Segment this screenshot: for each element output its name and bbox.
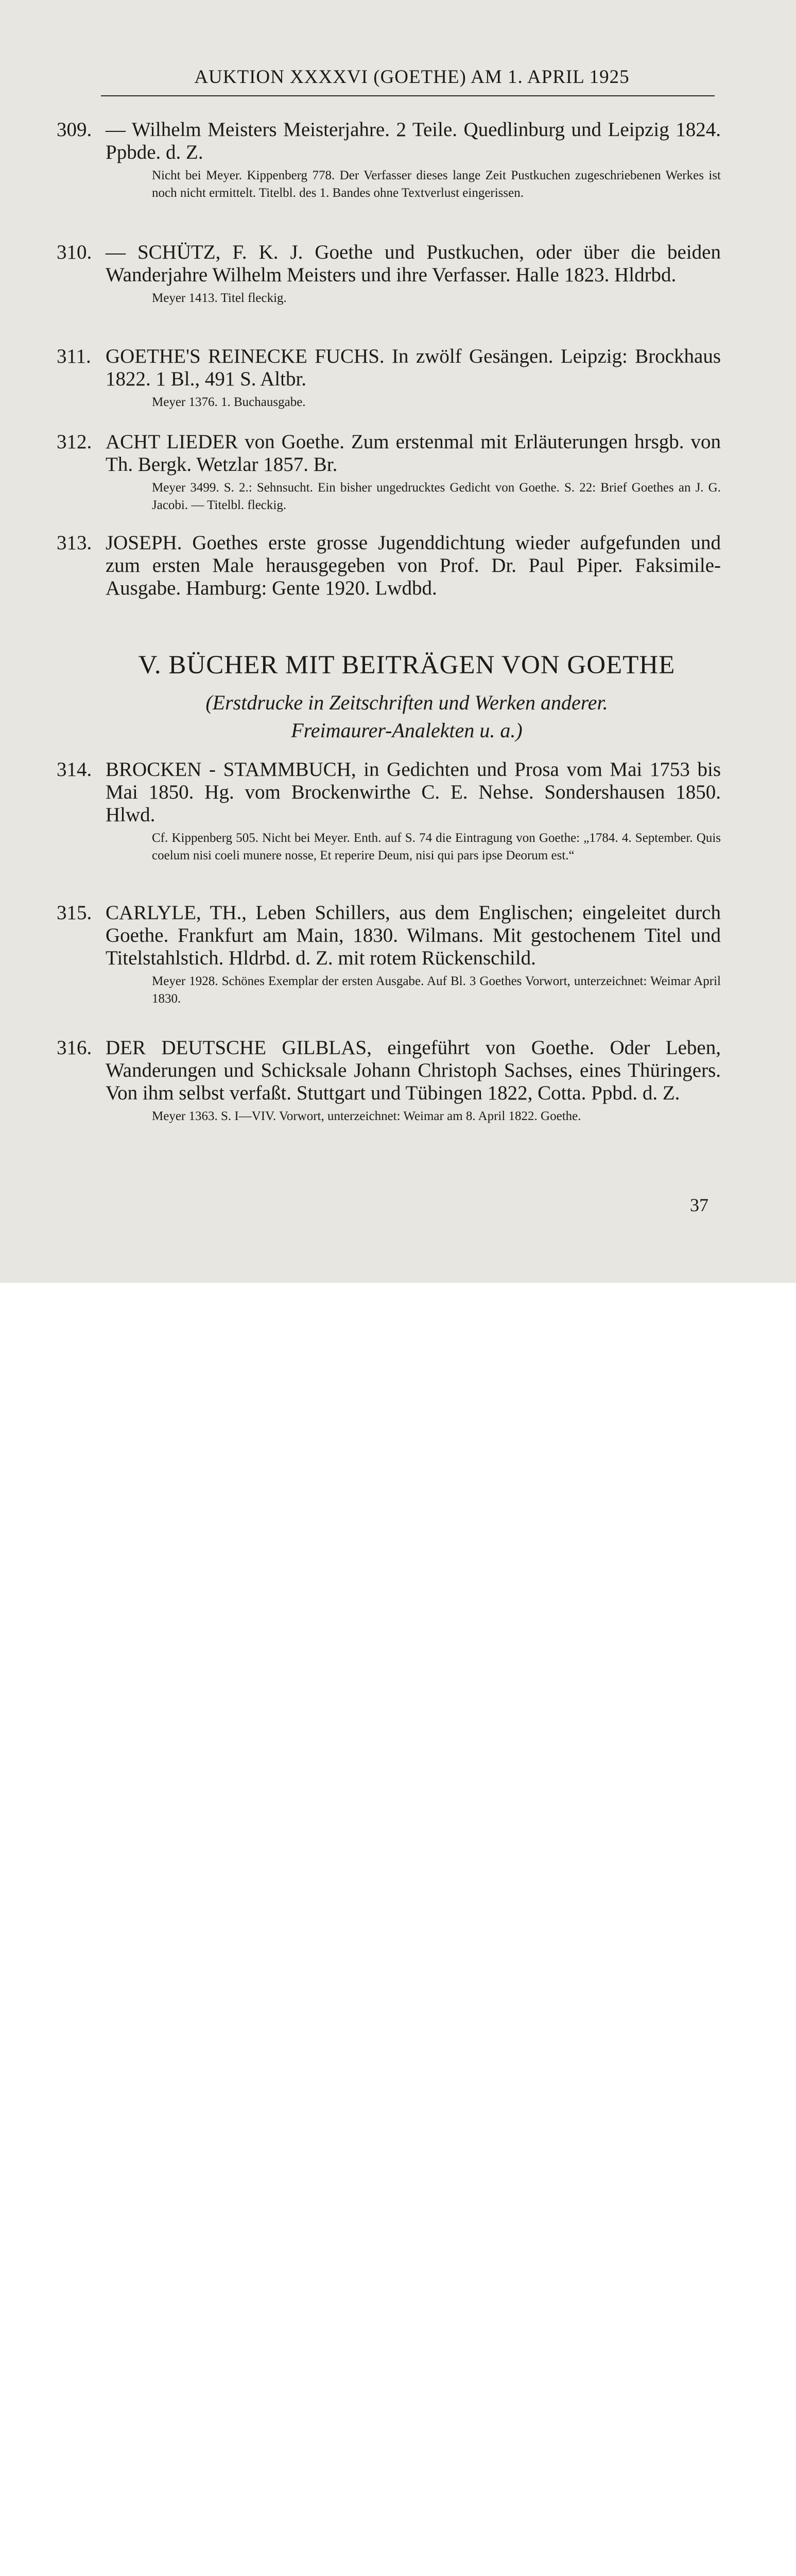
entry-number: 315.: [57, 902, 92, 924]
catalog-entry-310: [57, 241, 721, 307]
entry-note: Meyer 3499. S. 2.: Sehnsucht. Ein bisher ungedrucktes Gedicht von Goethe. S. 22: Brief Goethes an J. G. Jacobi. — Titelbl. fleckig.: [152, 481, 721, 512]
entry-number: 311.: [57, 345, 91, 367]
catalog-entry-316: [57, 1037, 721, 1125]
entry-text: DER DEUTSCHE GILBLAS, eingeführt von Goethe. Oder Leben, Wanderungen und Schicksale Johann Christoph Sachses, eines Thüringers. Von ihm selbst verfaßt. Stuttgart und Tübingen 1822, Cotta. Ppbd. d. Z.: [106, 1037, 721, 1104]
entry-note: Meyer 1363. S. I—VIV. Vorwort, unterzeichnet: Weimar am 8. April 1822. Goethe.: [152, 1109, 581, 1123]
catalog-entry-312: [57, 431, 721, 514]
entry-number: 314.: [57, 758, 92, 781]
entry-note: Meyer 1413. Titel fleckig.: [152, 291, 287, 305]
section-title: V. BÜCHER MIT BEITRÄGEN VON GOETHE: [138, 651, 676, 680]
catalog-entry-314: [57, 758, 721, 865]
header-rule: [101, 95, 715, 96]
entry-text: — SCHÜTZ, F. K. J. Goethe und Pustkuchen, oder über die beiden Wanderjahre Wilhelm Meisters und ihre Verfasser. Halle 1823. Hldrbd.: [106, 241, 721, 286]
entry-number: 313.: [57, 532, 92, 554]
entry-note: Cf. Kippenberg 505. Nicht bei Meyer. Enth. auf S. 74 die Eintragung von Goethe: „1784. 4. September. Quis coelum nisi coeli munere nosse, Et reperire Deum, nisi qui pars ipse Deorum est.“: [152, 831, 721, 862]
entry-number: 310.: [57, 241, 92, 263]
viewer-footer: [0, 1283, 796, 1362]
entry-text: ACHT LIEDER von Goethe. Zum erstenmal mit Erläuterungen hrsgb. von Th. Bergk. Wetzlar 1857. Br.: [106, 431, 721, 476]
catalog-entry-313: [57, 532, 721, 600]
page-header: AUKTION XXXXVI (GOETHE) AM 1. APRIL 1925: [194, 66, 630, 88]
entry-text: BROCKEN - STAMMBUCH, in Gedichten und Prosa vom Mai 1753 bis Mai 1850. Hg. vom Brockenwirthe C. E. Nehse. Sondershausen 1850. Hlwd.: [106, 758, 721, 826]
entry-number: 309.: [57, 118, 92, 141]
entry-number: 312.: [57, 431, 92, 453]
entry-number: 316.: [57, 1037, 92, 1059]
entry-note: Nicht bei Meyer. Kippenberg 778. Der Verfasser dieses lange Zeit Pustkuchen zugeschriebenen Werkes ist noch nicht ermittelt. Titelbl. des 1. Bandes ohne Textverlust eingerissen.: [152, 168, 721, 200]
catalog-entry-309: [57, 118, 721, 202]
entry-text: CARLYLE, TH., Leben Schillers, aus dem Englischen; eingeleitet durch Goethe. Frankfurt am Main, 1830. Wilmans. Mit gestochenem Titel und Titelstahlstich. Hldrbd. d. Z. mit rotem Rückenschild.: [106, 902, 721, 969]
section-subtitle-line1: (Erstdrucke in Zeitschriften und Werken anderer.: [205, 691, 608, 714]
scanned-page: [0, 0, 796, 1283]
catalog-entry-311: [57, 345, 721, 411]
catalog-entry-315: [57, 902, 721, 1008]
entry-text: JOSEPH. Goethes erste grosse Jugenddichtung wieder aufgefunden und zum ersten Male herausgegeben von Prof. Dr. Paul Piper. Faksimile-Ausgabe. Hamburg: Gente 1920. Lwdbd.: [106, 532, 721, 599]
page-number: 37: [690, 1195, 708, 1215]
entry-note: Meyer 1376. 1. Buchausgabe.: [152, 395, 306, 409]
entry-note: Meyer 1928. Schönes Exemplar der ersten Ausgabe. Auf Bl. 3 Goethes Vorwort, unterzeichnet: Weimar April 1830.: [152, 974, 721, 1006]
entry-text: — Wilhelm Meisters Meisterjahre. 2 Teile. Quedlinburg und Leipzig 1824. Ppbde. d. Z.: [106, 118, 721, 163]
section-subtitle-line2: Freimaurer-Analekten u. a.): [291, 719, 523, 742]
entry-text: GOETHE'S REINECKE FUCHS. In zwölf Gesängen. Leipzig: Brockhaus 1822. 1 Bl., 491 S. Altbr.: [106, 345, 721, 390]
